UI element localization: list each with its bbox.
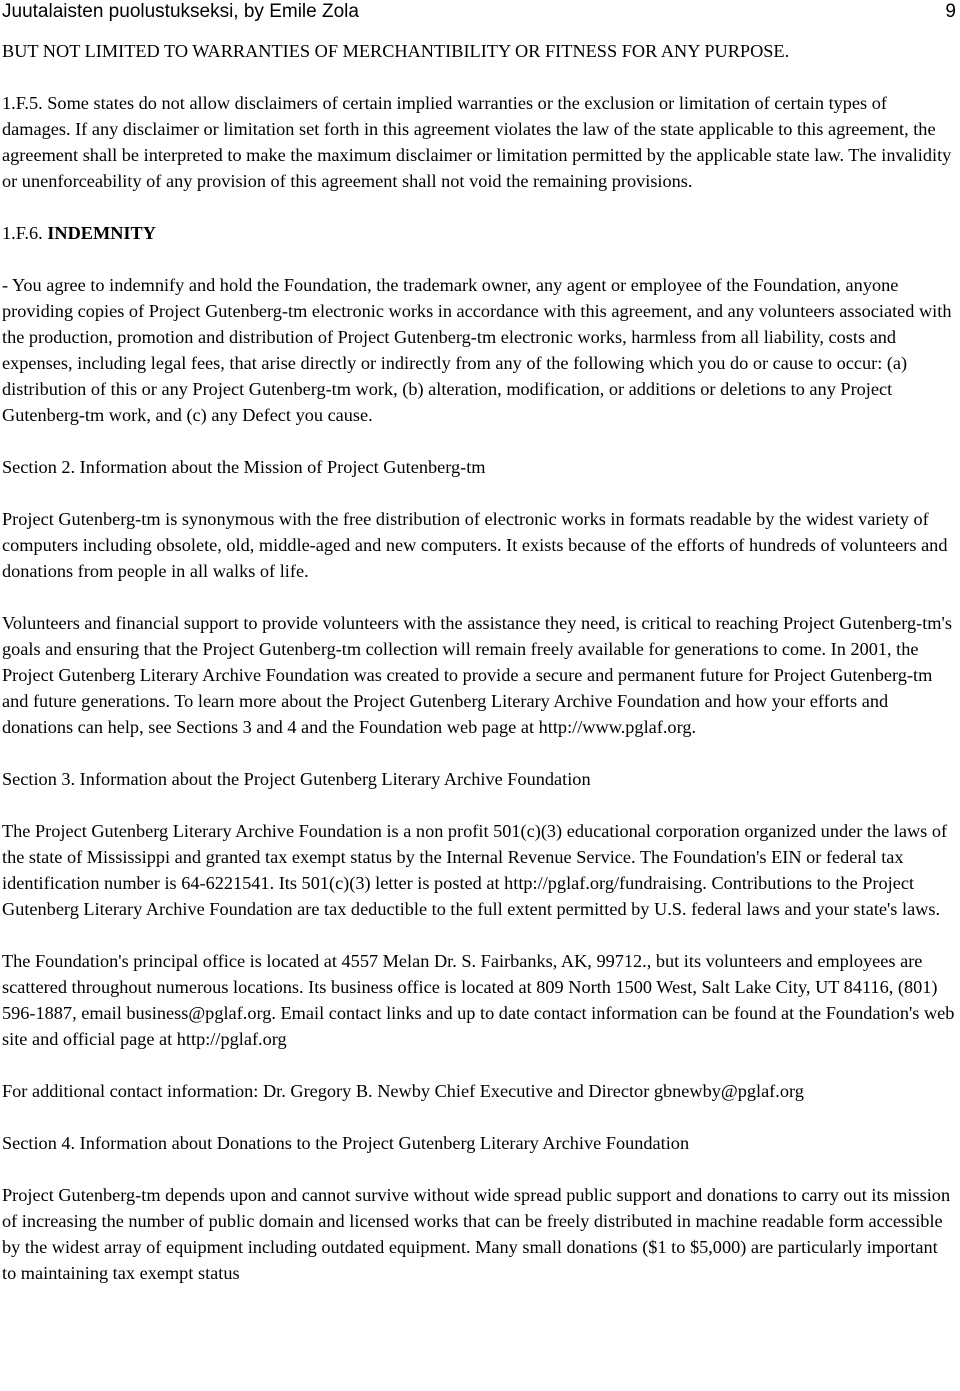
paragraph-office: The Foundation's principal office is located at 4557 Melan Dr. S. Fairbanks, AK, 99712., but its volunteers and employees are scattered throughout numerous locations. Its business office is located at 809 North 1500 West, Salt Lake City, UT 84116, (801) 596-1887, email business@pglaf.org. Email contact links and up to date contact information can be found at the Foundation's web site and official page at http://pglaf.org — [2, 951, 955, 1049]
heading-indemnity-label: INDEMNITY — [47, 223, 156, 243]
paragraph-donations: Project Gutenberg-tm depends upon and cannot survive without wide spread public support and donations to carry out its mission of increasing the number of public domain and licensed works that can be freely distributed in machine readable form accessible by the widest array of equipment including outdated equipment. Many small donations ($1 to $5,000) are particularly important to maintaining tax exempt status — [2, 1185, 951, 1283]
heading-section-3: Section 3. Information about the Project Gutenberg Literary Archive Foundation — [2, 769, 591, 789]
heading-section-4: Section 4. Information about Donations to the Project Gutenberg Literary Archive Foundation — [2, 1133, 690, 1153]
document-body — [2, 38, 956, 1312]
paragraph-1f5: 1.F.5. Some states do not allow disclaimers of certain implied warranties or the exclusion or limitation of certain types of damages. If any disclaimer or limitation set forth in this agreement violates the law of the state applicable to this agreement, the agreement shall be interpreted to make the maximum disclaimer or limitation permitted by the applicable state law. The invalidity or unenforceability of any provision of this agreement shall not void the remaining provisions. — [2, 93, 952, 191]
heading-indemnity-number: 1.F.6. — [2, 223, 48, 243]
paragraph-foundation: The Project Gutenberg Literary Archive Foundation is a non profit 501(c)(3) educational corporation organized under the laws of the state of Mississippi and granted tax exempt status by the Internal Revenue Service. The Foundation's EIN or federal tax identification number is 64-6221541. Its 501(c)(3) letter is posted at http://pglaf.org/fundraising. Contributions to the Project Gutenberg Literary Archive Foundation are tax deductible to the full extent permitted by U.S. federal laws and your state's laws. — [2, 821, 948, 919]
paragraph-indemnity: - You agree to indemnify and hold the Foundation, the trademark owner, any agent or employee of the Foundation, anyone providing copies of Project Gutenberg-tm electronic works in accordance with this agreement, and any volunteers associated with the production, promotion and distribution of Project Gutenberg-tm electronic works, harmless from all liability, costs and expenses, including legal fees, that arise directly or indirectly from any of the following which you do or cause to occur: (a) distribution of this or any Project Gutenberg-tm work, (b) alteration, modification, or additions or deletions to any Project Gutenberg-tm work, and (c) any Defect you cause. — [2, 275, 952, 425]
heading-indemnity — [2, 220, 956, 246]
paragraph-volunteers: Volunteers and financial support to provide volunteers with the assistance they need, is critical to reaching Project Gutenberg-tm's goals and ensuring that the Project Gutenberg-tm collection will remain freely available for generations to come. In 2001, the Project Gutenberg Literary Archive Foundation was created to provide a secure and permanent future for Project Gutenberg-tm and future generations. To learn more about the Project Gutenberg Literary Archive Foundation and how your efforts and donations can help, see Sections 3 and 4 and the Foundation web page at http://www.pglaf.org. — [2, 613, 952, 737]
document-title: Juutalaisten puolustukseksi, by Emile Zola — [2, 1, 359, 22]
paragraph-contact: For additional contact information: Dr. Gregory B. Newby Chief Executive and Director gbnewby@pglaf.org — [2, 1081, 804, 1101]
page-header — [0, 0, 960, 30]
heading-section-2: Section 2. Information about the Mission of Project Gutenberg-tm — [2, 457, 486, 477]
paragraph-mission: Project Gutenberg-tm is synonymous with the free distribution of electronic works in formats readable by the widest variety of computers including obsolete, old, middle-aged and new computers. It exists because of the efforts of hundreds of volunteers and donations from people in all walks of life. — [2, 509, 948, 581]
paragraph-warranty: BUT NOT LIMITED TO WARRANTIES OF MERCHANTIBILITY OR FITNESS FOR ANY PURPOSE. — [2, 41, 790, 61]
page-number: 9 — [945, 1, 956, 22]
